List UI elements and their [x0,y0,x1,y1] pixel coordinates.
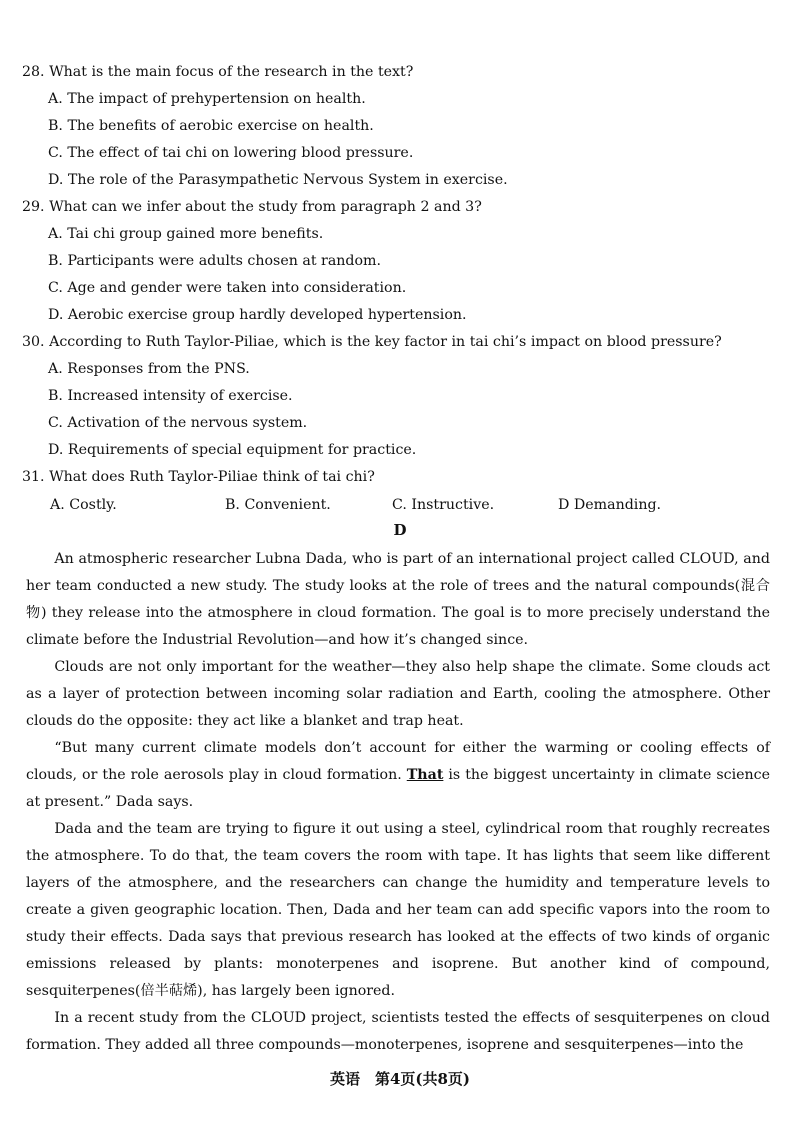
question-30-option-d: D. Requirements of special equipment for practice. [48,442,417,458]
question-30-stem: 30. According to Ruth Taylor-Piliae, which is the key factor in tai chi’s impact on blood pressure? [22,334,722,350]
passage-paragraph-5: In a recent study from the CLOUD project, scientists tested the effects of sesquiterpenes on cloud formation. They added all three compounds—monoterpenes, isoprene and sesquiterpenes—into the [26,1010,770,1053]
passage-paragraph-3 [26,735,770,816]
question-30-option-c: C. Activation of the nervous system. [48,415,308,431]
question-31-option-d: D Demanding. [558,497,662,513]
quote-before: “But many current climate models don’t account for either the warming or cooling effects of clouds, or the role aerosols play in cloud formation. [26,740,770,783]
question-28-option-a: A. The impact of prehypertension on health. [48,91,366,107]
question-29-stem: 29. What can we infer about the study from paragraph 2 and 3? [22,199,482,215]
question-29-option-c: C. Age and gender were taken into consideration. [48,280,407,296]
question-29-option-a: A. Tai chi group gained more benefits. [48,226,324,242]
question-28-option-b: B. The benefits of aerobic exercise on health. [48,118,374,134]
question-30-option-b: B. Increased intensity of exercise. [48,388,293,404]
question-30-option-a: A. Responses from the PNS. [48,361,250,377]
section-title: D [393,521,407,539]
quote-after: is the biggest uncertainty in climate science at present.” Dada says. [26,767,771,810]
question-28-option-c: C. The effect of tai chi on lowering blood pressure. [48,145,414,161]
question-28-stem: 28. What is the main focus of the research in the text? [22,64,414,80]
question-31-stem: 31. What does Ruth Taylor-Piliae think of tai chi? [22,469,375,485]
question-29-option-d: D. Aerobic exercise group hardly developed hypertension. [48,307,467,323]
passage-paragraph-1: An atmospheric researcher Lubna Dada, who is part of an international project called CLOUD, and her team conducted a new study. The study looks at the role of trees and the natural compounds(混合物) they release into the atmosphere in cloud formation. The goal is to more precisely understand the climate before the Industrial Revolution—and how it’s changed since. [26,551,770,648]
passage-paragraph-4: Dada and the team are trying to figure it out using a steel, cylindrical room that roughly recreates the atmosphere. To do that, the team covers the room with tape. It has lights that seem like different layers of the atmosphere, and the researchers can change the humidity and temperature levels to create a given geographic location. Then, Dada and her team can add specific vapors into the room to study their effects. Dada says that previous research has looked at the effects of two kinds of organic emissions released by plants: monoterpenes and isoprene. But another kind of compound, sesquiterpenes(倍半萜烯), has largely been ignored. [26,821,770,999]
question-31-option-c: C. Instructive. [392,497,495,513]
question-31-option-b: B. Convenient. [225,497,331,513]
page-footer: 英语 第4页(共8页) [329,1070,471,1088]
quote-emphasis: That [406,767,444,783]
passage-paragraph-2: Clouds are not only important for the weather—they also help shape the climate. Some clouds act as a layer of protection between incoming solar radiation and Earth, cooling the atmosphere. Other clouds do the opposite: they act like a blanket and trap heat. [26,659,770,729]
question-31-option-a: A. Costly. [50,497,117,513]
question-28-option-d: D. The role of the Parasympathetic Nervous System in exercise. [48,172,508,188]
question-29-option-b: B. Participants were adults chosen at random. [48,253,382,269]
